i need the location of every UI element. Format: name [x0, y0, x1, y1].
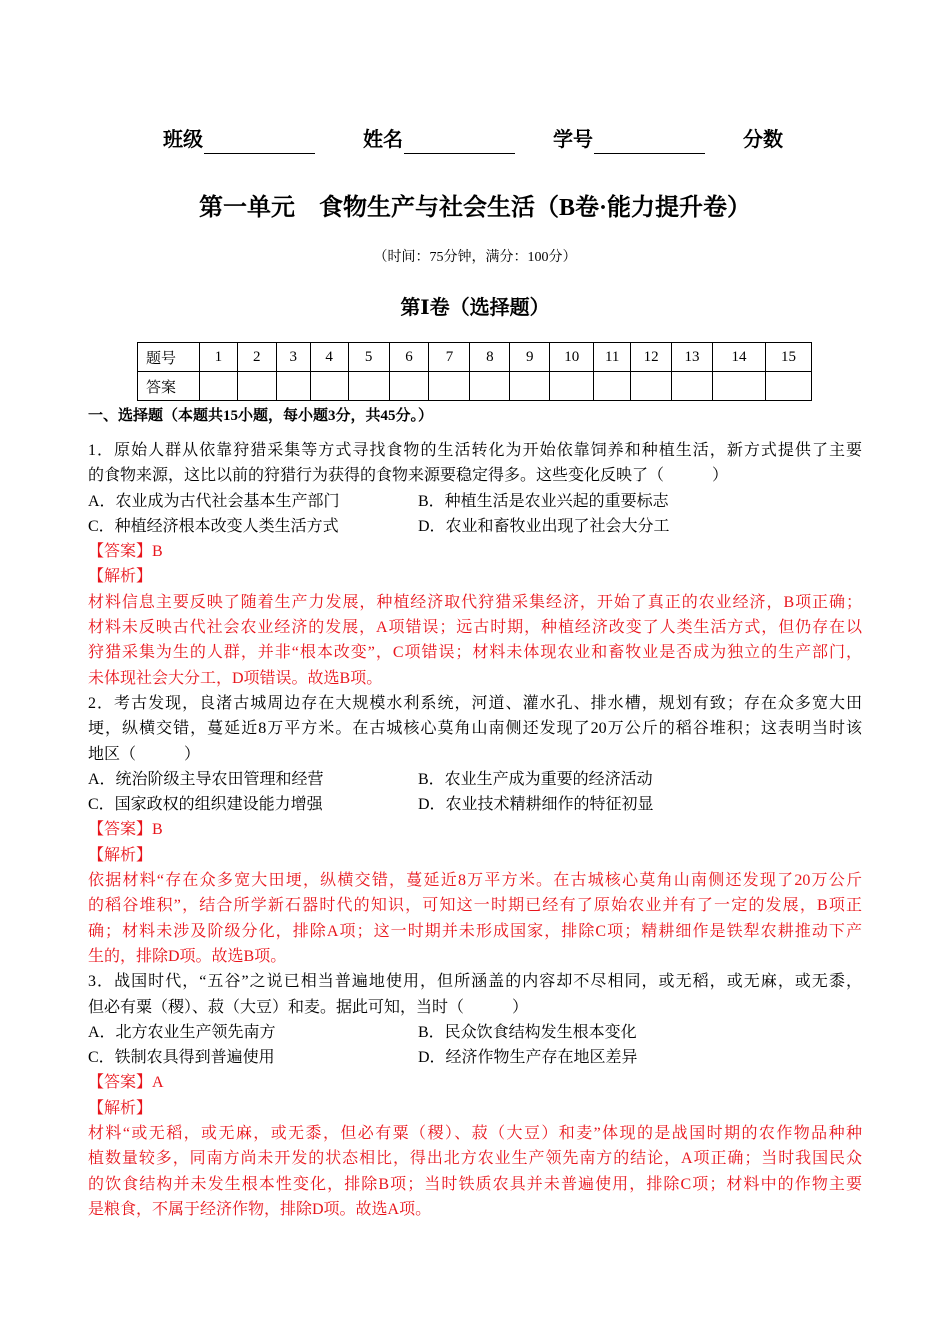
analysis-line: 的饮食结构并未发生根本性变化，排除B项；当时铁质农具并未普遍使用，排除C项；材料中的作物主要: [88, 1175, 862, 1193]
option[interactable]: C．铁制农具得到普遍使用: [88, 1049, 275, 1067]
analysis-label: 【解析】: [88, 568, 153, 586]
name-field: [363, 126, 515, 154]
question-stem-line: 地区（ ）: [88, 745, 201, 763]
option[interactable]: C．国家政权的组织建设能力增强: [88, 796, 323, 814]
question-number-cell: 7: [429, 343, 470, 372]
analysis-label: 【解析】: [88, 846, 153, 864]
analysis-line: 材料信息主要反映了随着生产力发展，种植经济取代狩猎采集经济，开始了真正的农业经济，B项正确；: [88, 593, 862, 611]
answer-cell[interactable]: [713, 372, 766, 401]
class-blank: [204, 131, 315, 154]
answer-row: [138, 372, 812, 401]
answer-label: 【答案】: [88, 543, 153, 561]
options-row: [88, 1045, 862, 1070]
option[interactable]: C．种植经济根本改变人类生活方式: [88, 517, 339, 535]
answer-value: A: [152, 1074, 164, 1092]
question-stem-line: 3．战国时代，“五谷”之说已相当普遍地使用，但所涵盖的内容却不尽相同，或无稻，或无麻，或无黍，: [88, 973, 862, 991]
analysis-line: 确；材料未涉及阶级分化，排除A项；这一时期并未形成国家，排除C项；精耕细作是铁犁农耕推动下产: [88, 922, 862, 940]
option[interactable]: D．经济作物生产存在地区差异: [418, 1049, 638, 1067]
question-number-cell: 6: [389, 343, 429, 372]
option[interactable]: A．北方农业生产领先南方: [88, 1023, 276, 1041]
analysis-line: 狩猎采集为生的人群，并非“根本改变”，C项错误；材料未体现农业和畜牧业是否成为独立的生产部门，: [88, 644, 862, 662]
option[interactable]: D．农业和畜牧业出现了社会大分工: [418, 517, 670, 535]
score-field: [743, 126, 783, 154]
answer-value: B: [152, 543, 163, 561]
question-number-cell: 15: [765, 343, 811, 372]
question-number-cell: 5: [348, 343, 389, 372]
question-number-row: [138, 343, 812, 372]
question-number-cell: 12: [631, 343, 672, 372]
answer-table: [137, 342, 812, 401]
question-stem-line: 的食物来源，这比以前的狩猎行为获得的食物来源要稳定得多。这些变化反映了（ ）: [88, 467, 729, 485]
answer-cell[interactable]: [389, 372, 429, 401]
question-number-cell: 11: [594, 343, 631, 372]
option[interactable]: A．农业成为古代社会基本生产部门: [88, 492, 340, 510]
answer-label: 【答案】: [88, 821, 153, 839]
question-stem-line: 2．考古发现，良渚古城周边存在大规模水利系统，河道、灌水孔、排水槽，规划有致；存在众多宽大田: [88, 694, 862, 712]
answer-cell[interactable]: [237, 372, 276, 401]
answer-cell[interactable]: [594, 372, 631, 401]
answer-cell[interactable]: [276, 372, 310, 401]
section-heading: 一、选择题（本题共15小题，每小题3分，共45分。）: [88, 408, 434, 424]
answer-cell[interactable]: [470, 372, 510, 401]
answer-cell[interactable]: [631, 372, 672, 401]
question-stem-line: 1．原始人群从依靠狩猎采集等方式寻找食物的生活转化为开始依靠饲养和种植生活，新方式提供了主要: [88, 442, 862, 459]
question-stem-line: 但必有粟（稷）、菽（大豆）和麦。据此可知，当时（ ）: [88, 998, 529, 1016]
class-label: 班级: [163, 129, 203, 151]
question-number-cell: 2: [237, 343, 276, 372]
analysis-line: 材料未反映古代社会农业经济的发展，A项错误；远古时期，种植经济改变了人类生活方式，但仍存在以: [88, 619, 862, 637]
analysis-line: 未体现社会大分工，D项错误。故选B项。: [88, 669, 383, 687]
answer-line: [88, 817, 862, 842]
score-label: 分数: [743, 129, 783, 151]
exam-info: （时间：75分钟，满分：100分）: [373, 250, 577, 265]
student-id-label: 学号: [553, 129, 593, 151]
question-number-cell: 1: [199, 343, 237, 372]
questions: [88, 438, 862, 1222]
answer-cell[interactable]: [348, 372, 389, 401]
analysis-line: 生的，排除D项。故选B项。: [88, 947, 287, 965]
option[interactable]: B．种植生活是农业兴起的重要标志: [418, 492, 669, 510]
question-number-cell: 4: [310, 343, 348, 372]
row-label-answer: 答案: [138, 372, 200, 401]
name-label: 姓名: [363, 129, 403, 151]
option[interactable]: B．民众饮食结构发生根本变化: [418, 1023, 637, 1041]
question-3: [88, 969, 862, 1222]
question-stem-line: 埂，纵横交错，蔓延近8万平方米。在古城核心莫角山南侧还发现了20万公斤的稻谷堆积；这表明当时该: [88, 720, 862, 738]
answer-cell[interactable]: [765, 372, 811, 401]
answer-label: 【答案】: [88, 1074, 153, 1092]
question-number-cell: 10: [550, 343, 594, 372]
name-blank: [404, 131, 515, 154]
answer-value: B: [152, 821, 163, 839]
question-2: [88, 691, 862, 969]
options-row: [88, 1020, 862, 1045]
options-row: [88, 792, 862, 817]
answer-cell[interactable]: [429, 372, 470, 401]
row-label-number: 题号: [138, 343, 200, 372]
option[interactable]: B．农业生产成为重要的经济活动: [418, 770, 653, 788]
student-id-field: [553, 126, 705, 154]
question-number-cell: 9: [510, 343, 550, 372]
question-number-cell: 3: [276, 343, 310, 372]
answer-cell[interactable]: [310, 372, 348, 401]
option[interactable]: A．统治阶级主导农田管理和经营: [88, 770, 324, 788]
question-1: [88, 438, 862, 691]
answer-line: [88, 1070, 862, 1095]
options-row: [88, 514, 862, 539]
option[interactable]: D．农业技术精耕细作的特征初显: [418, 796, 654, 814]
answer-cell[interactable]: [199, 372, 237, 401]
volume-title: 第Ⅰ卷（选择题）: [400, 297, 550, 319]
question-number-cell: 13: [672, 343, 713, 372]
answer-cell[interactable]: [510, 372, 550, 401]
question-number-cell: 14: [713, 343, 766, 372]
answer-line: [88, 539, 862, 564]
answer-cell[interactable]: [550, 372, 594, 401]
analysis-line: 依据材料“存在众多宽大田埂，纵横交错，蔓延近8万平方米。在古城核心莫角山南侧还发现了20万公斤: [88, 872, 862, 890]
question-number-cell: 8: [470, 343, 510, 372]
analysis-line: 的稻谷堆积”，结合所学新石器时代的知识，可知这一时期已经有了原始农业并有了一定的发展，B项正: [88, 897, 862, 915]
page-title: 第一单元 食物生产与社会生活（B卷·能力提升卷）: [198, 195, 751, 221]
options-row: [88, 767, 862, 792]
options-row: [88, 489, 862, 514]
analysis-line: 是粮食，不属于经济作物，排除D项。故选A项。: [88, 1200, 432, 1218]
analysis-label: 【解析】: [88, 1099, 153, 1117]
analysis-line: 植数量较多，同南方尚未开发的状态相比，得出北方农业生产领先南方的结论，A项正确；当时我国民众: [88, 1150, 862, 1168]
student-id-blank: [594, 131, 705, 154]
class-field: [163, 126, 315, 154]
analysis-line: 材料“或无稻，或无麻，或无黍，但必有粟（稷）、菽（大豆）和麦”体现的是战国时期的农作物品种种: [88, 1125, 862, 1143]
answer-cell[interactable]: [672, 372, 713, 401]
